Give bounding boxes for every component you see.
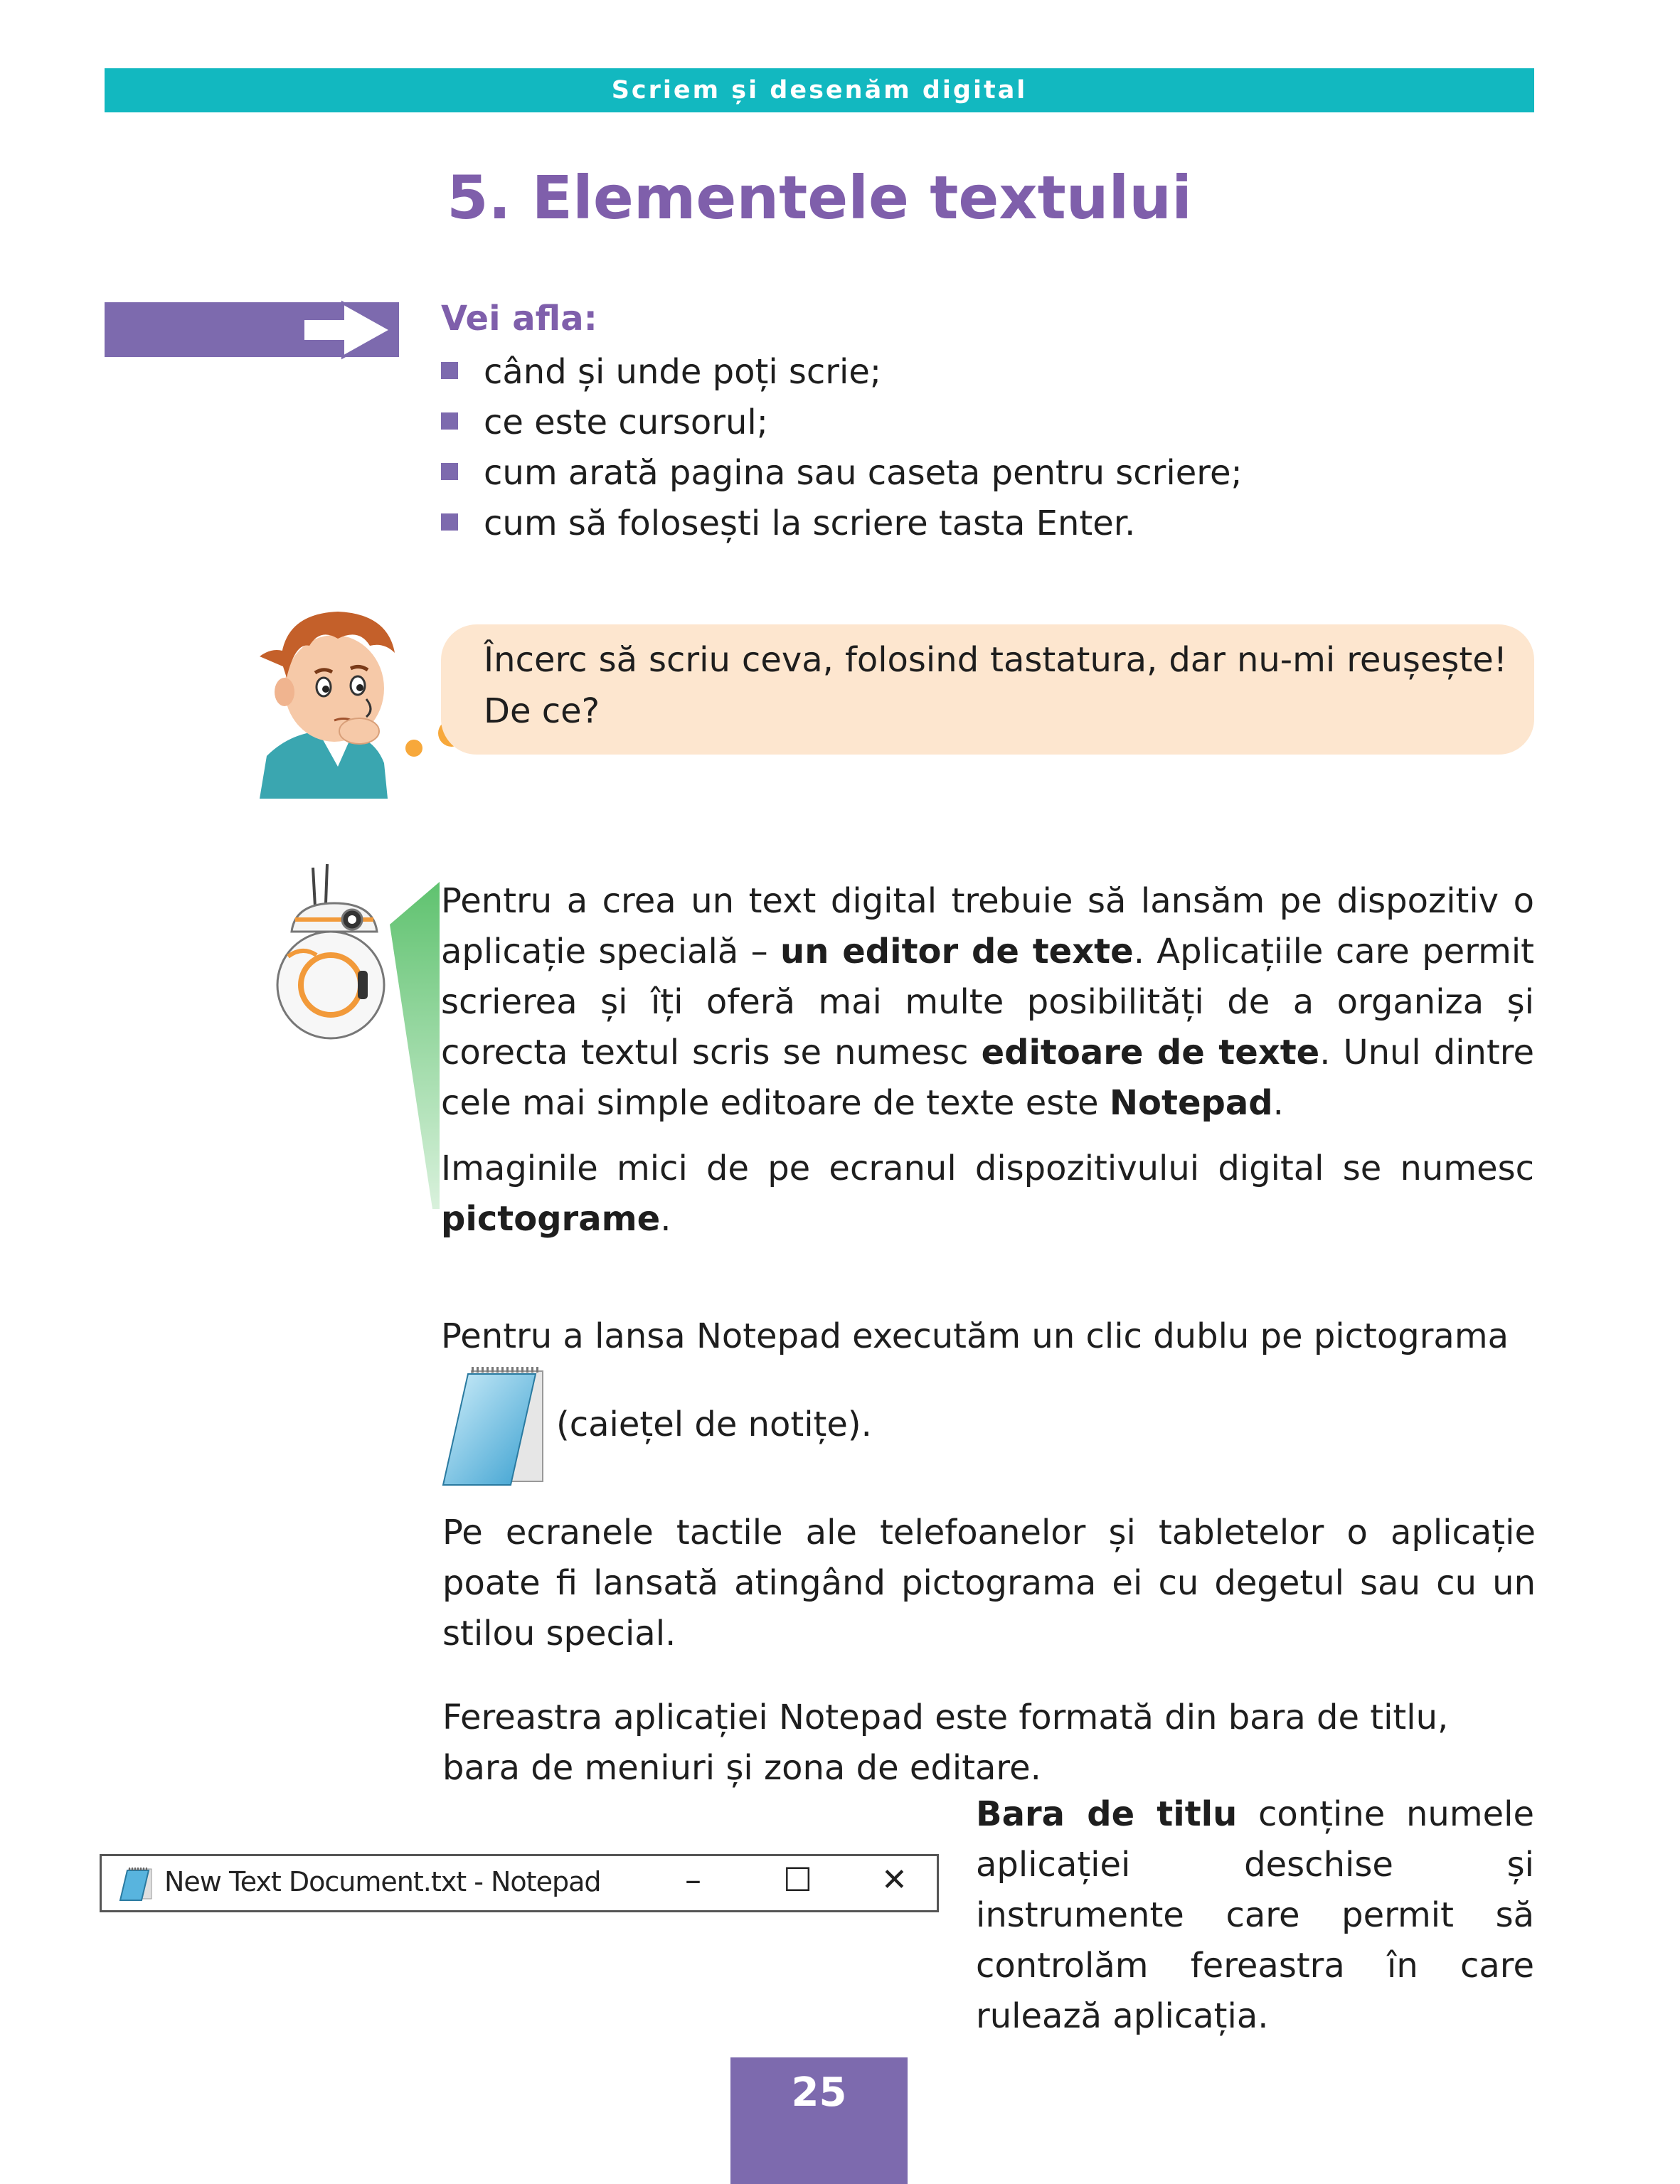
objective-text: ce este cursorul; — [484, 403, 768, 442]
speech-text: Încerc să scriu ceva, folosind tastatura, dar nu-mi reușește! De ce? — [484, 640, 1507, 731]
term-notepad: Notepad — [1109, 1083, 1273, 1123]
callout-pointer — [390, 882, 440, 1209]
right-arrow-icon — [299, 297, 405, 363]
term-title-bar: Bara de titlu — [976, 1794, 1238, 1834]
speech-bubble — [441, 624, 1534, 755]
notepad-small-icon — [119, 1866, 153, 1902]
icons-explanation — [441, 1144, 1534, 1245]
term-text-editors: editoare de texte — [981, 1033, 1320, 1072]
list-item — [441, 448, 1243, 499]
launch-instruction — [441, 1311, 1534, 1362]
objective-text: când și unde poți scrie; — [484, 352, 882, 392]
text-run: conține numele aplicației deschise și instrumente care permit să controlăm fereastra în care rulează aplicația. — [976, 1794, 1534, 2036]
notepad-icon — [440, 1364, 546, 1492]
term-pictograms: pictograme — [441, 1199, 661, 1239]
list-item — [441, 347, 1243, 398]
text-run: Imaginile mici de pe ecranul dispozitivului digital se numesc — [441, 1149, 1534, 1188]
bullet-icon — [441, 463, 458, 480]
list-item — [441, 398, 1243, 448]
text-run: (caiețel de notițe). — [556, 1405, 872, 1444]
robot-illustration — [274, 864, 395, 1045]
window-title: New Text Document.txt - Notepad — [164, 1866, 601, 1897]
close-button[interactable]: ✕ — [881, 1862, 908, 1898]
thought-dot-small — [405, 740, 422, 757]
list-item — [441, 499, 1243, 549]
window-parts-explanation — [442, 1693, 1536, 1794]
objectives-heading: Vei afla: — [441, 299, 597, 339]
bullet-icon — [441, 412, 458, 430]
bullet-icon — [441, 362, 458, 379]
text-run: Pentru a crea un text digital trebuie să lansăm pe dispozitiv o aplicație specială – — [441, 881, 1534, 971]
text-run: Fereastra aplicației Notepad este formată din bara de titlu, bara de meniuri și zona de editare. — [442, 1698, 1449, 1788]
section-header: Scriem și desenăm digital — [105, 68, 1534, 112]
maximize-button[interactable]: ☐ — [783, 1860, 813, 1899]
text-run: Pe ecranele tactile ale telefoanelor și tabletelor o aplicație poate fi lansată atingând pictograma ei cu degetul sau cu un stilou special. — [442, 1513, 1536, 1653]
objectives-list — [441, 347, 1243, 549]
objective-text: cum arată pagina sau caseta pentru scriere; — [484, 453, 1243, 493]
titlebar-description — [976, 1789, 1534, 2042]
editor-explanation — [441, 876, 1534, 1129]
notepad-titlebar-example — [100, 1854, 939, 1912]
page-number: 25 — [730, 2057, 908, 2184]
thinking-boy-illustration — [252, 603, 416, 799]
text-run: . Aplicațiile care permit scrierea și îți oferă mai multe posibilități de a organiza și corecta textul scris se numesc — [441, 932, 1535, 1072]
term-text-editor: un editor de texte — [780, 932, 1134, 971]
objective-text: cum să folosești la scriere tasta Enter. — [484, 504, 1136, 543]
minimize-button[interactable]: – — [685, 1860, 701, 1899]
text-run: . — [660, 1199, 671, 1239]
lesson-title: 5. Elementele textului — [447, 163, 1192, 233]
bullet-icon — [441, 513, 458, 531]
touch-launch-explanation — [442, 1508, 1536, 1659]
text-run: . — [1272, 1083, 1284, 1123]
text-run: . Unul dintre cele mai simple editoare de texte este — [441, 1033, 1535, 1123]
text-run: Pentru a lansa Notepad executăm un clic dublu pe pictograma — [441, 1316, 1509, 1356]
notepad-caption — [556, 1400, 872, 1450]
